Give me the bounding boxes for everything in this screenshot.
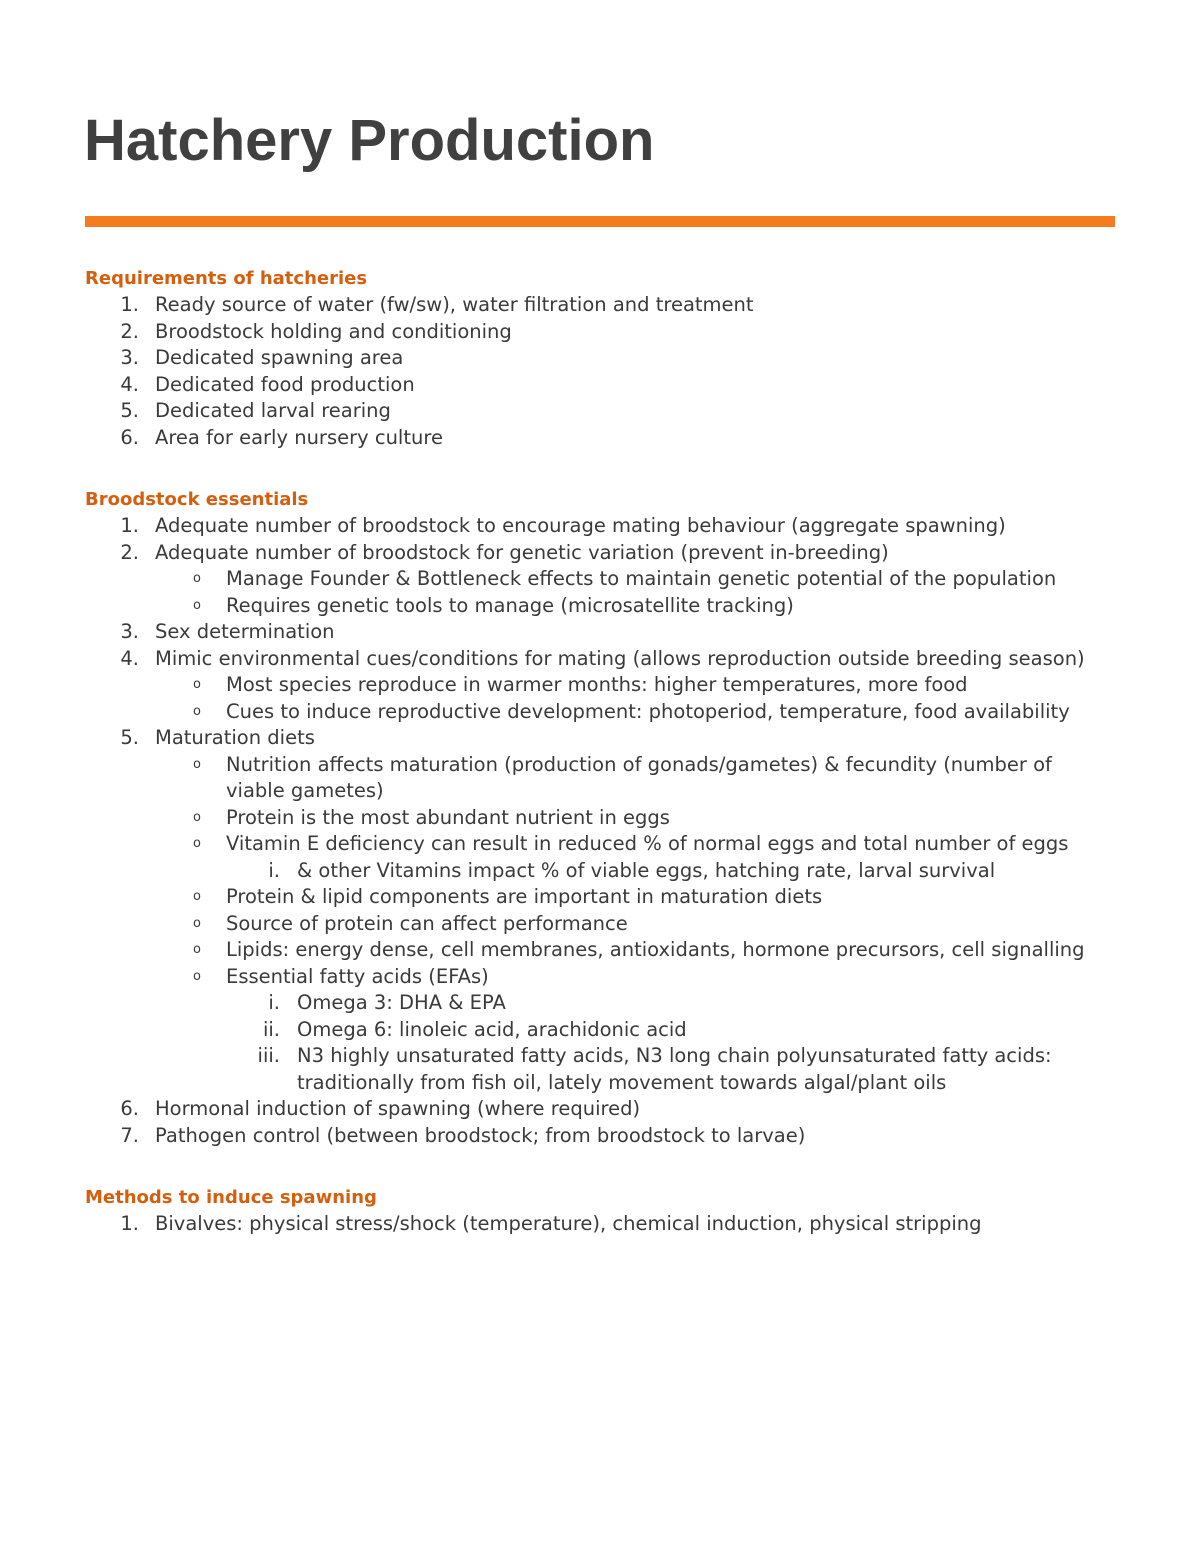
section-spacer — [85, 1149, 1115, 1185]
sub-list-item — [85, 964, 1115, 991]
list-item-text: Omega 3: DHA & EPA — [297, 991, 506, 1014]
list-item-text: Pathogen control (between broodstock; from broodstock to larvae) — [155, 1123, 806, 1147]
list-item-text: Essential fatty acids (EFAs) — [226, 964, 489, 988]
list-item — [85, 513, 1115, 540]
list-item-text: Source of protein can affect performance — [226, 911, 628, 935]
list-item — [85, 540, 1115, 567]
list-item-text: Protein & lipid components are important in maturation diets — [226, 885, 823, 908]
title-underline-rule — [85, 216, 1115, 227]
list-item-text: Broodstock holding and conditioning — [155, 319, 512, 343]
list-item-text: Manage Founder & Bottleneck effects to maintain genetic potential of the population — [226, 567, 1057, 590]
list-item-text: Vitamin E deficiency can result in reduced % of normal eggs and total number of eggs — [226, 832, 1069, 855]
list-item — [85, 372, 1115, 399]
list-item-text: Dedicated spawning area — [155, 346, 404, 369]
list-marker: o — [193, 703, 201, 719]
list-item-text: Omega 6: linoleic acid, arachidonic acid — [297, 1017, 687, 1041]
list-marker: i. — [268, 991, 280, 1014]
list-item-text: Most species reproduce in warmer months: higher temperatures, more food — [226, 673, 968, 696]
list-item — [85, 345, 1115, 372]
list-marker: 4. — [120, 372, 139, 396]
page-title: Hatchery Production — [84, 108, 655, 173]
list-marker: i. — [268, 858, 280, 882]
sub-sub-list-item — [85, 858, 1115, 885]
list-marker: 4. — [120, 646, 139, 670]
list-item-text: Requires genetic tools to manage (microsatellite tracking) — [226, 593, 794, 617]
list-marker: 7. — [120, 1123, 139, 1147]
list-marker: 1. — [120, 1212, 139, 1235]
list-item-text: N3 highly unsaturated fatty acids, N3 long chain polyunsaturated fatty acids: traditionally from fish oil, lately movement towards algal/plant oils — [297, 1044, 1052, 1094]
sub-list-item — [85, 805, 1115, 832]
list-item-text: Cues to induce reproductive development: photoperiod, temperature, food availability — [226, 699, 1070, 723]
document-body — [85, 266, 1115, 1238]
list-item-text: Area for early nursery culture — [155, 425, 443, 449]
list-item — [85, 319, 1115, 346]
list-marker: 2. — [120, 319, 139, 343]
sub-list-item — [85, 566, 1115, 593]
list-item — [85, 1096, 1115, 1123]
list-item-text: Bivalves: physical stress/shock (temperature), chemical induction, physical stripping — [155, 1212, 982, 1235]
list-marker: ii. — [262, 1017, 280, 1041]
list-item-text: Dedicated larval rearing — [155, 399, 391, 422]
list-item-text: Nutrition affects maturation (production of gonads/gametes) & fecundity (number of viable gametes) — [226, 752, 1052, 802]
list-marker: 3. — [120, 620, 139, 643]
list-marker: o — [193, 942, 201, 957]
list-marker: 1. — [120, 514, 139, 537]
list-item-text: Ready source of water (fw/sw), water filtration and treatment — [155, 293, 754, 316]
list-marker: o — [193, 756, 201, 772]
sub-sub-list-item — [85, 990, 1115, 1017]
list-marker: o — [193, 677, 201, 692]
sub-sub-list-item — [85, 1017, 1115, 1044]
section-heading: Requirements of hatcheries — [85, 268, 368, 289]
list-item — [85, 646, 1115, 673]
list-item — [85, 619, 1115, 646]
list-marker: 5. — [120, 399, 139, 422]
list-marker: 3. — [120, 346, 139, 369]
sub-list-item — [85, 593, 1115, 620]
list-marker: 1. — [120, 293, 139, 316]
list-marker: 2. — [120, 540, 139, 564]
sub-list-item — [85, 911, 1115, 938]
list-item-text: Adequate number of broodstock to encourage mating behaviour (aggregate spawning) — [155, 514, 1006, 537]
list-item-text: Hormonal induction of spawning (where required) — [155, 1097, 641, 1120]
list-item-text: Sex determination — [155, 620, 335, 643]
list-marker: o — [193, 915, 201, 931]
sub-list-item — [85, 884, 1115, 911]
list-item — [85, 1211, 1115, 1238]
list-marker: 6. — [120, 425, 139, 449]
list-item-text: Mimic environmental cues/conditions for mating (allows reproduction outside breeding season) — [155, 646, 1085, 670]
list-item — [85, 292, 1115, 319]
list-item-text: Adequate number of broodstock for genetic variation (prevent in-breeding) — [155, 540, 889, 564]
list-item — [85, 425, 1115, 452]
section-heading: Methods to induce spawning — [85, 1187, 377, 1208]
list-marker: o — [193, 836, 201, 851]
list-marker: o — [193, 889, 201, 904]
list-marker: 6. — [120, 1097, 139, 1120]
section-spacer — [85, 451, 1115, 487]
sub-list-item — [85, 699, 1115, 726]
list-item-text: & other Vitamins impact % of viable eggs, hatching rate, larval survival — [297, 858, 996, 882]
sub-list-item — [85, 831, 1115, 858]
list-item-text: Lipids: energy dense, cell membranes, antioxidants, hormone precursors, cell signalling — [226, 938, 1085, 961]
list-marker: o — [193, 571, 201, 586]
list-marker: 5. — [120, 726, 139, 749]
section-heading: Broodstock essentials — [85, 489, 309, 510]
list-item — [85, 725, 1115, 752]
sub-sub-list-item — [85, 1043, 1115, 1096]
sub-list-item — [85, 937, 1115, 964]
list-item-text: Maturation diets — [155, 726, 315, 749]
list-marker: iii. — [257, 1044, 280, 1067]
sub-list-item — [85, 672, 1115, 699]
list-item — [85, 1123, 1115, 1150]
list-marker: o — [193, 809, 201, 825]
sub-list-item — [85, 752, 1115, 805]
list-item-text: Protein is the most abundant nutrient in eggs — [226, 805, 670, 829]
list-item-text: Dedicated food production — [155, 372, 415, 396]
list-marker: o — [193, 597, 201, 613]
list-marker: o — [193, 968, 201, 984]
list-item — [85, 398, 1115, 425]
